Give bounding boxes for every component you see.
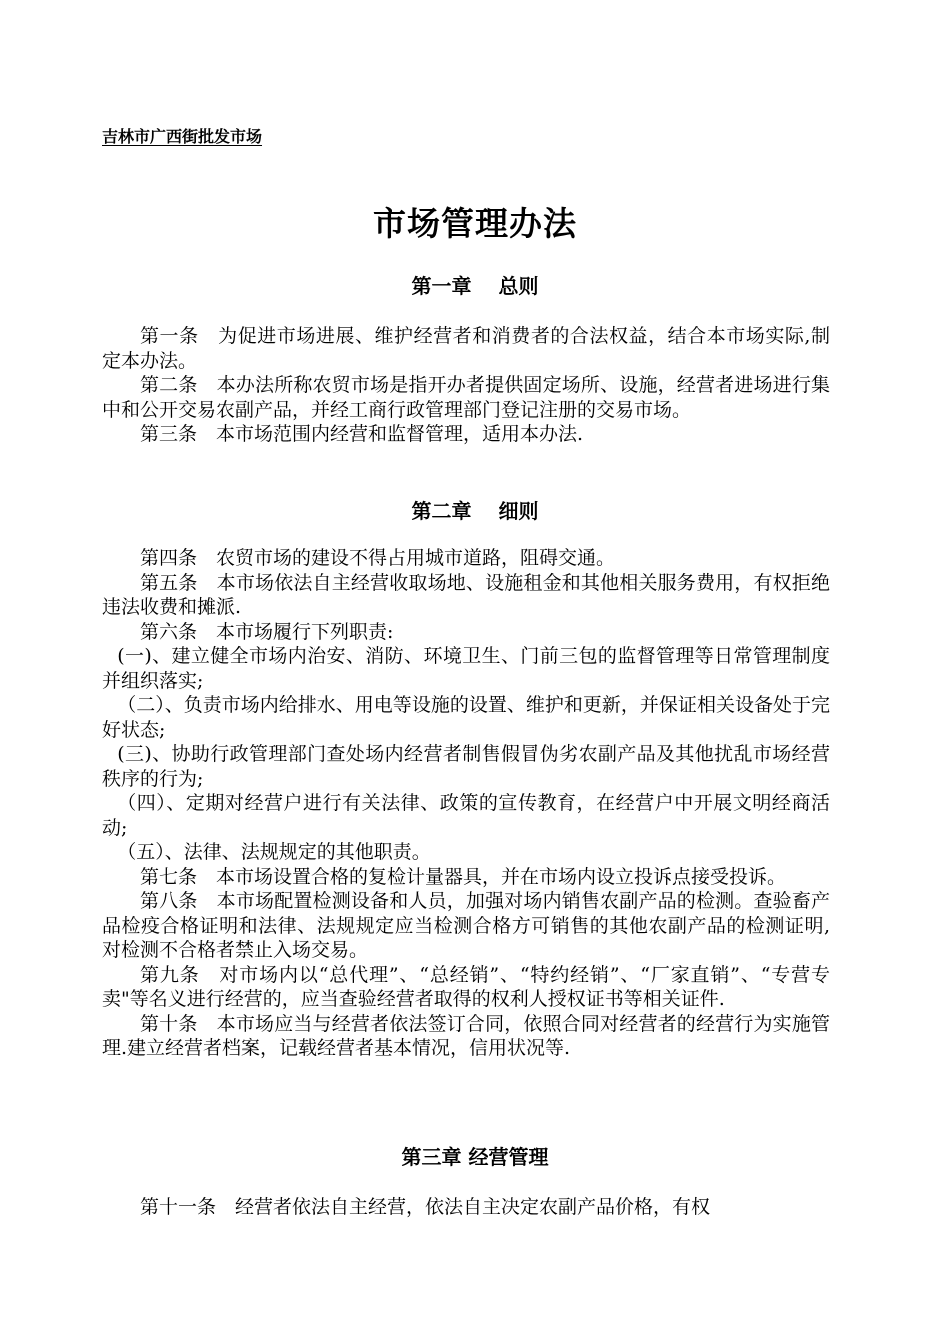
article-10: 第十条 本市场应当与经营者依法签订合同，依照合同对经营者的经营行为实施管理.建立经营者档案，记载经营者基本情况，信用状况等. bbox=[102, 1012, 830, 1059]
chapter-3-body bbox=[102, 1195, 830, 1220]
article-9: 第九条 对市场内以“总代理”、“总经销”、“特约经销”、“厂家直销”、“专营专卖"等名义进行经营的，应当查验经营者取得的权利人授权证书等相关证件. bbox=[102, 963, 830, 1010]
duty-item-5: （五）、法律、法规规定的其他职责。 bbox=[117, 841, 431, 863]
chapter-heading-3: 第三章 经营管理 bbox=[401, 1145, 549, 1169]
article-4: 第四条 农贸市场的建设不得占用城市道路，阻碍交通。 bbox=[140, 547, 616, 569]
chapter-heading-1: 第一章 总则 bbox=[411, 274, 539, 298]
article-3: 第三条 本市场范围内经营和监督管理，适用本办法. bbox=[140, 423, 584, 445]
duty-item-2: （二）、负责市场内给排水、用电等设施的设置、维护和更新，并保证相关设备处于完好状态; bbox=[102, 694, 830, 741]
article-2: 第二条 本办法所称农贸市场是指开办者提供固定场所、设施，经营者进场进行集中和公开交易农副产品，并经工商行政管理部门登记注册的交易市场。 bbox=[102, 374, 830, 421]
article-1: 第一条 为促进市场进展、维护经营者和消费者的合法权益，结合本市场实际,制定本办法。 bbox=[102, 325, 830, 372]
duty-item-3: (三)、协助行政管理部门查处场内经营者制售假冒伪劣农副产品及其他扰乱市场经营秩序的行为; bbox=[102, 743, 830, 790]
article-6: 第六条 本市场履行下列职责: bbox=[140, 620, 394, 643]
organization-header: 吉林市广西街批发市场 bbox=[102, 127, 263, 146]
duty-item-1: (一)、建立健全市场内治安、消防、环境卫生、门前三包的监督管理等日常管理制度并组织落实; bbox=[102, 645, 830, 692]
document-title: 市场管理办法 bbox=[373, 204, 577, 243]
duty-item-4: （四）、定期对经营户进行有关法律、政策的宣传教育，在经营户中开展文明经商活动; bbox=[102, 792, 830, 839]
article-7: 第七条 本市场设置合格的复检计量器具，并在市场内设立投诉点接受投诉。 bbox=[140, 865, 787, 888]
chapter-1-body bbox=[102, 324, 830, 447]
chapter-2-body bbox=[102, 546, 830, 1061]
article-5: 第五条 本市场依法自主经营收取场地、设施租金和其他相关服务费用，有权拒绝违法收费和摊派. bbox=[102, 571, 830, 618]
article-8: 第八条 本市场配置检测设备和人员，加强对场内销售农副产品的检测。查验畜产品检疫合格证明和法律、法规规定应当检测合格方可销售的其他农副产品的检测证明,对检测不合格者禁止入场交易。 bbox=[102, 890, 830, 961]
chapter-heading-2: 第二章 细则 bbox=[411, 499, 539, 523]
article-11: 第十一条 经营者依法自主经营，依法自主决定农副产品价格，有权 bbox=[140, 1196, 711, 1218]
